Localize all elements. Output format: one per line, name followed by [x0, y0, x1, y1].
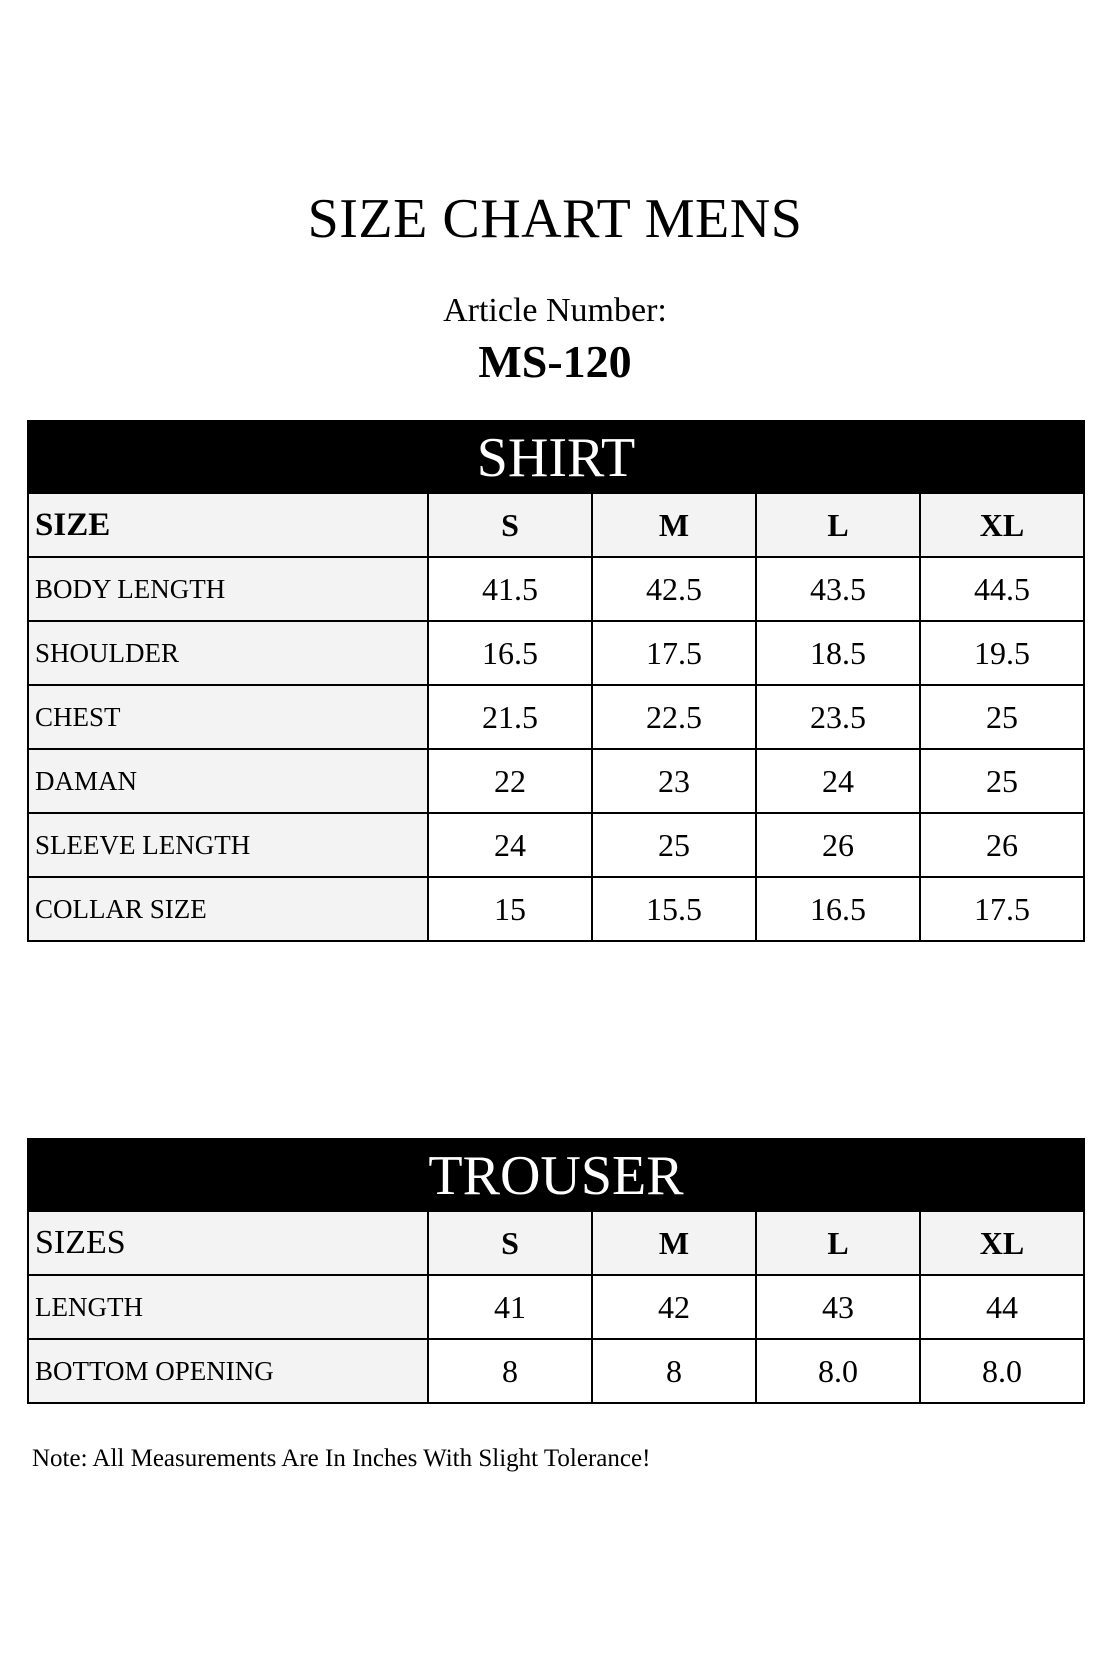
cell-value: 23.5 [756, 685, 920, 749]
table-row [28, 813, 1084, 877]
table-row [28, 749, 1084, 813]
header-cell-l: L [756, 493, 920, 557]
cell-value: 25 [920, 749, 1084, 813]
cell-value: 16.5 [756, 877, 920, 941]
cell-value: 23 [592, 749, 756, 813]
header-cell-s: S [428, 1211, 592, 1275]
cell-value: 24 [428, 813, 592, 877]
header-cell-xl: XL [920, 493, 1084, 557]
row-label: SLEEVE LENGTH [28, 813, 428, 877]
shirt-heading: SHIRT [27, 420, 1085, 492]
table-header-row [28, 1211, 1084, 1275]
row-label: LENGTH [28, 1275, 428, 1339]
row-label: COLLAR SIZE [28, 877, 428, 941]
cell-value: 22 [428, 749, 592, 813]
header-cell-sizes: SIZES [28, 1211, 428, 1275]
cell-value: 41 [428, 1275, 592, 1339]
cell-value: 42 [592, 1275, 756, 1339]
cell-value: 17.5 [920, 877, 1084, 941]
cell-value: 25 [592, 813, 756, 877]
trouser-heading: TROUSER [27, 1138, 1085, 1210]
cell-value: 43 [756, 1275, 920, 1339]
cell-value: 17.5 [592, 621, 756, 685]
row-label: CHEST [28, 685, 428, 749]
cell-value: 41.5 [428, 557, 592, 621]
header-cell-size: SIZE [28, 493, 428, 557]
header-cell-m: M [592, 1211, 756, 1275]
trouser-size-section [27, 1138, 1085, 1404]
cell-value: 8.0 [756, 1339, 920, 1403]
shirt-size-table [27, 492, 1085, 942]
header-cell-l: L [756, 1211, 920, 1275]
table-row [28, 1275, 1084, 1339]
table-row [28, 621, 1084, 685]
cell-value: 21.5 [428, 685, 592, 749]
cell-value: 22.5 [592, 685, 756, 749]
cell-value: 26 [920, 813, 1084, 877]
cell-value: 15 [428, 877, 592, 941]
cell-value: 25 [920, 685, 1084, 749]
row-label: BODY LENGTH [28, 557, 428, 621]
cell-value: 24 [756, 749, 920, 813]
article-number-label: Article Number: [443, 292, 667, 329]
cell-value: 26 [756, 813, 920, 877]
row-label: BOTTOM OPENING [28, 1339, 428, 1403]
trouser-size-table [27, 1210, 1085, 1404]
cell-value: 8.0 [920, 1339, 1084, 1403]
cell-value: 18.5 [756, 621, 920, 685]
cell-value: 16.5 [428, 621, 592, 685]
shirt-size-section [27, 420, 1085, 942]
header-cell-s: S [428, 493, 592, 557]
cell-value: 42.5 [592, 557, 756, 621]
measurement-note: Note: All Measurements Are In Inches With Slight Tolerance! [32, 1445, 651, 1472]
table-row [28, 685, 1084, 749]
cell-value: 43.5 [756, 557, 920, 621]
cell-value: 44 [920, 1275, 1084, 1339]
article-number: MS-120 [478, 336, 632, 387]
cell-value: 8 [428, 1339, 592, 1403]
table-header-row [28, 493, 1084, 557]
table-row [28, 1339, 1084, 1403]
cell-value: 15.5 [592, 877, 756, 941]
cell-value: 8 [592, 1339, 756, 1403]
table-row [28, 557, 1084, 621]
header-cell-m: M [592, 493, 756, 557]
header-cell-xl: XL [920, 1211, 1084, 1275]
table-row [28, 877, 1084, 941]
cell-value: 44.5 [920, 557, 1084, 621]
row-label: DAMAN [28, 749, 428, 813]
page-title: SIZE CHART MENS [307, 188, 803, 250]
row-label: SHOULDER [28, 621, 428, 685]
cell-value: 19.5 [920, 621, 1084, 685]
